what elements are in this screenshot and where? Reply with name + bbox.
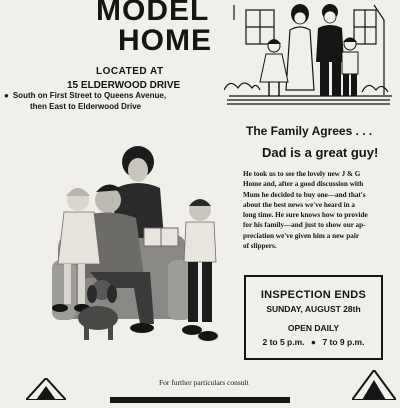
- body-line: long time. He sure knows how to provide: [243, 211, 368, 220]
- bullet-icon: ●: [4, 91, 9, 100]
- family-body-text: [243, 169, 386, 251]
- open-daily-label: OPEN DAILY: [287, 323, 340, 333]
- family-agrees-heading: The Family Agrees . . .: [246, 124, 373, 138]
- headline-home: HOME: [118, 24, 212, 57]
- bullet-icon: ●: [310, 337, 317, 347]
- body-line: for his family—and just to show our ap-: [243, 221, 366, 230]
- body-line: He took us to see the lovely new J & G: [243, 170, 361, 178]
- inspection-title: INSPECTION ENDS: [260, 289, 367, 301]
- further-particulars: For further particulars consult: [159, 378, 249, 387]
- directions-line-1: [4, 91, 166, 100]
- open-hours: [246, 337, 381, 347]
- triangle-logo-right-icon: [352, 370, 396, 400]
- headline-model: MODEL: [96, 0, 210, 27]
- family-house-illustration: [224, 0, 394, 112]
- inspection-box: [244, 275, 383, 360]
- triangle-logo-left-icon: [26, 378, 66, 400]
- hours-evening: 7 to 9 p.m.: [322, 337, 365, 347]
- body-line: Home and, after a good discussion with: [243, 180, 364, 189]
- inspection-date: SUNDAY, AUGUST 28th: [266, 304, 361, 314]
- location-address: 15 ELDERWOOD DRIVE: [67, 80, 181, 91]
- hours-afternoon: 2 to 5 p.m.: [262, 337, 305, 347]
- location-label: LOCATED AT: [96, 66, 164, 77]
- family-armchair-photo: [30, 140, 220, 350]
- body-line: Mum he decided to buy one—and that's: [243, 190, 366, 199]
- cropped-company-name: [70, 390, 330, 400]
- great-guy-heading: Dad is a great guy!: [262, 145, 379, 160]
- body-line: about the best news we've heard in a: [243, 200, 356, 209]
- body-line: preciation we've given him a new pair: [243, 231, 360, 240]
- directions-line-2: then East to Elderwood Drive: [30, 102, 142, 111]
- directions-text-1: South on First Street to Queens Avenue,: [12, 91, 167, 100]
- body-line: of slippers.: [243, 242, 277, 251]
